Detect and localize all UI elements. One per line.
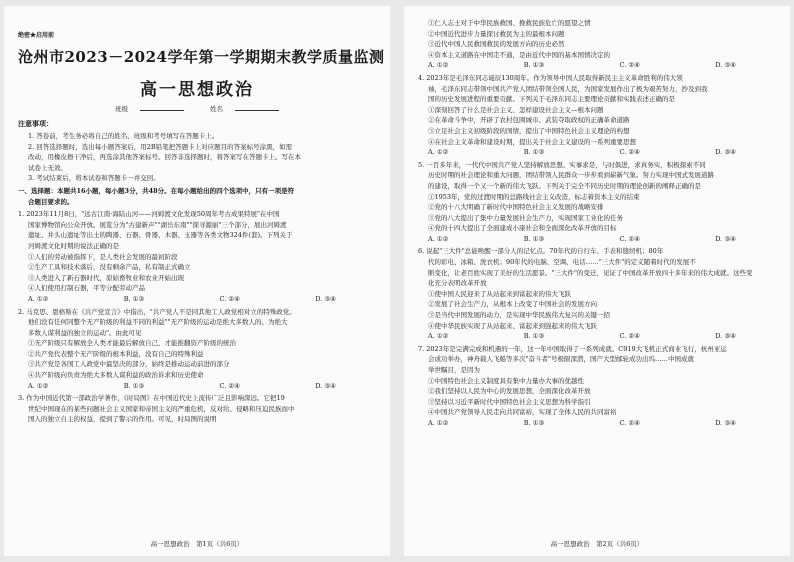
question-1: 1. 2023年11月8日，"远古江南·海陆山河——河姆渡文化发现50周年考古成果特展"在中国 国家博物馆向公众开放。展览分为"古建新声""湖岳东南""探寻源丽"三个部分，展出河姆渡 遗址、井头山遗址等出土的陶器、石器、骨器、木器、玉器等各类文物324件(套)。下列关于 河姆渡文化时期的说法正确的是 ①人们的劳动被指挥下，是人类社会发展的最初阶段 ②生产工具和技术落后，没有剩余产品，私有制正式确立 ③人类进入了新石器时代，原始畜牧业和农业开始出现 ④人们使用打制石器，平等分配劳动产品 A. ①② B. ①③ C. ②④ D. ③④ [18,209,376,304]
student-info [18,104,376,113]
option-line: ③近代中国人民救国救民的发展方向的历史必然 [428,40,565,49]
notice-line: 1. 答卷前，考生务必将自己的姓名、班级和考号填写在答题卡上。 [28,132,219,140]
notice-heading: 注意事项： [18,119,53,128]
option-line: ②生产工具和技术落后，没有剩余产品，私有制正式确立 [28,263,191,272]
answer-choices: A. ①② B. ①③ C. ②④ D. ③④ [428,234,736,243]
answer-choices: A. ①② B. ①③ C. ②④ D. ③④ [428,148,736,157]
name-label: 姓名 [204,105,285,113]
option-line: ①仁人志士对于中华民族救国、挽救民族危亡的愿望之情 [428,19,591,27]
exam-page-right [404,6,790,556]
option-line: ③立足社会主义初级阶段的国情，提出了中国特色社会主义理论的构想 [428,126,630,135]
answer-choices: A. ①② B. ①③ C. ②④ D. ③④ [28,381,336,390]
option-line: ②在革命斗争中，开辟了农村包围城市、武装夺取政权的正确革命道路 [428,116,630,125]
class-label: 班级 [109,105,190,113]
notice-line: 2. 回答选择题时，选出每小题答案后，用2B铅笔把答题卡上对应题目的答案标号涂黑，如需 [28,142,293,151]
page-footer: 高一思想政治 第2页（共6页） [550,540,644,548]
question-3-options [418,18,776,71]
answer-choices: A. ①② B. ①③ C. ②④ D. ③④ [428,332,736,341]
option-line: ②中国近代进步力量探讨救民为主的最根本问题 [428,29,565,38]
option-line: ①人们的劳动被指挥下，是人类社会发展的最初阶段 [28,252,178,261]
question-3: 3. 作为中国近代第一部政治学著作，《时局图》在中国近代史上流传广泛且影响深远。它把19 世纪中国现在的某些问题社会主义国家和帝国主义的严重危机，反对给、侵略和压迫民族而中 国人的独立自主的权益，提到了警示的作用。可见，时局图的说明 [18,394,295,424]
option-line: ③是当代中国发展的动力，是实现中华民族伟大复兴的关键一招 [428,311,610,320]
class-blank [140,110,184,111]
option-line: ①中国特色社会主义制度具有集中力量办大事的优越性 [428,376,584,385]
question-5: 5. 一百多年来，一代代中国共产党人坚持解放思想、实事求是，与时俱进，求真务实，积极探索不同 历史时期的社会理论和重大问题，团结带领人民群众一步步看到崭新气象。努力实现中国式发展道路 的建设，取得一个又一个新的伟大飞跃。下列关于完全不同历史时期的理论创新的阐释正确的是 ①1953年，党的过渡时期的总路线社会主义改造，标志着资本主义的结束 ②党的十八大明确了新时代中国特色社会主义发展的战略安排 ③党的八大提出了集中力量发展社会生产力，实现国家工业化的任务 ④党的十四大提出了全面建成小康社会和全面深化改革开放的目标 A. ①② B. ①③ C. ②④ D. ③④ [418,160,776,245]
option-line: ④党的十四大提出了全面建成小康社会和全面深化改革开放的目标 [428,224,617,233]
answer-choices: A. ①② B. ①③ C. ②④ D. ③④ [428,61,736,70]
option-line: ①深刻回答了什么是社会主义、怎样建设社会主义—根本问题 [428,105,604,114]
notice-line: 试卷上无效。 [28,163,67,172]
option-line: ③共产党是各国工人政党中最坚决的部分，始终是推动运动前进的部分 [28,360,230,369]
option-line: ②党的十八大明确了新时代中国特色社会主义发展的战略安排 [428,203,604,212]
notice-line: 改动，用橡皮擦干净后，再选涂其他答案标号。回答非选择题时，将答案写在答题卡上。写在本 [28,153,301,162]
confidential-mark: 绝密★启用前 [18,32,55,39]
question-7: 7. 2023年是完满完成和机遇的一年，这一年中国取得了一系列成就。C919大飞机正式商业飞行，杭州亚运 会成功举办，神舟载人飞船等多次"奋斗者"号极限深潜，国产大型邮轮成功出坞……中国成就 举世瞩目，是因为 ①中国特色社会主义制度具有集中力量办大事的优越性 ②我们坚持以人民为中心的发展思想，全面深化改革开放 ③坚持以习近平新时代中国特色社会主义思想为科学指引 ④中国共产党领导人民走向共同富裕，实现了全体人民的共同富裕 A. ①② B. ①③ C. ②④ D. ③④ [418,344,776,429]
option-line: ④共产阶级向负责为绝大多数人谋利益的政治诉求和历史使命 [28,371,204,380]
notice-list [18,131,376,184]
option-line: ②共产党代表整个无产阶级的根本利益，没有自己的特殊利益 [28,349,204,358]
option-line: ①无产阶级只有解放全人类才能最后解放自己，才能推翻资产阶级的统治 [28,339,236,348]
exam-page-left [4,6,390,556]
option-line: ④中国共产党领导人民走向共同富裕，实现了全体人民的共同富裕 [428,408,617,417]
question-2: 2. 马克思、恩格斯在《共产党宣言》中指出，"共产党人不是同其他工人政党相对立的特殊政党。 他们没有任何同整个无产阶级的利益不同的利益""无产阶级的运动是绝大多数人的、为绝大 多数人谋利益的独立的运动"。由此可见 ①无产阶级只有解放全人类才能最后解放自己，才能推翻资产阶级的统治 ②共产党代表整个无产阶级的根本利益，没有自己的特殊利益 ③共产党是各国工人政党中最坚决的部分，始终是推动运动前进的部分 ④共产阶级向负责为绝大多数人谋利益的政治诉求和历史使命 A. ①② B. ①③ C. ②④ D. ③④ [18,307,376,392]
question-4: 4. 2023年是毛泽东同志诞辰130周年。作为领导中国人民取得新民主主义革命胜利的伟大领 袖，毛泽东同志带领中国共产党人团结带领全国人民，为国家发展作出了极为艰苦努力，抄及到我 国的历史发展进程的重要贡献。下列关于毛泽东同志主要理论贡献和实践表述正确的是 ①深刻回答了什么是社会主义、怎样建设社会主义—根本问题 ②在革命斗争中，开辟了农村包围城市、武装夺取政权的正确革命道路 ③立足社会主义初级阶段的国情，提出了中国特色社会主义理论的构想 ④在社会主义革命和建设时期，提出关于社会主义建设的一系列重要思想 A. ①② B. ①③ C. ②④ D. ③④ [418,73,776,158]
option-line: ④资本主义道路在中国走不通，是由近代中国的基本国情决定的 [428,50,610,59]
name-blank [235,110,279,111]
section-one-heading: 一、选择题：本题共16小题，每小题3分，共48分。在每小题给出的四个选项中，只有一项是符 合题目要求的。 [18,186,295,206]
notice-line: 3. 考试结束后，将本试卷和答题卡一并交回。 [28,174,160,183]
option-line: ①1953年，党的过渡时期的总路线社会主义改造，标志着资本主义的结束 [428,192,640,201]
page-footer: 高一思想政治 第1页（共6页） [150,540,244,548]
option-line: ②我们坚持以人民为中心的发展思想，全面深化改革开放 [428,387,591,396]
answer-choices: A. ①② B. ①③ C. ②④ D. ③④ [428,418,736,427]
subject-title: 高一思想政治 [140,80,254,100]
option-line: ④人们使用打制石器，平等分配劳动产品 [28,284,145,293]
option-line: ③人类进入了新石器时代，原始畜牧业和农业开始出现 [28,273,184,282]
exam-title: 沧州市2023－2024学年第一学期期末教学质量监测 [18,48,385,66]
question-6: 6. 说起"三大件"总能唤醒一部分人的记忆点。70年代的自行车、手表和缝纫机；80年 代的彩电、冰箱、洗衣机；90年代的电脑、空调、电话……"三大件"的定义随着时代的发展不 断变化，让老百姓实现了美好的生活愿景。"三大件"的变迁，见证了中国改革开放四十多年来的伟大成就。这些变 化充分表明改革开放 ①使中国人民迎来了从站起来到富起来的伟大飞跃 ②发展了社会生产力，从根本上改变了中国社会的发展方向 ③是当代中国发展的动力，是实现中华民族伟大复兴的关键一招 ④使中华民族实现了从站起来、富起来到强起来的伟大飞跃 A. ①② B. ①③ C. ②④ D. ③④ [418,246,776,341]
option-line: ③坚持以习近平新时代中国特色社会主义思想为科学指引 [428,397,591,406]
answer-choices: A. ①② B. ①③ C. ②④ D. ③④ [28,294,336,303]
option-line: ②发展了社会生产力，从根本上改变了中国社会的发展方向 [428,300,597,309]
option-line: ④在社会主义革命和建设时期，提出关于社会主义建设的一系列重要思想 [428,137,636,146]
option-line: ①使中国人民迎来了从站起来到富起来的伟大飞跃 [428,289,571,298]
option-line: ③党的八大提出了集中力量发展社会生产力，实现国家工业化的任务 [428,213,623,222]
option-line: ④使中华民族实现了从站起来、富起来到强起来的伟大飞跃 [428,321,597,330]
